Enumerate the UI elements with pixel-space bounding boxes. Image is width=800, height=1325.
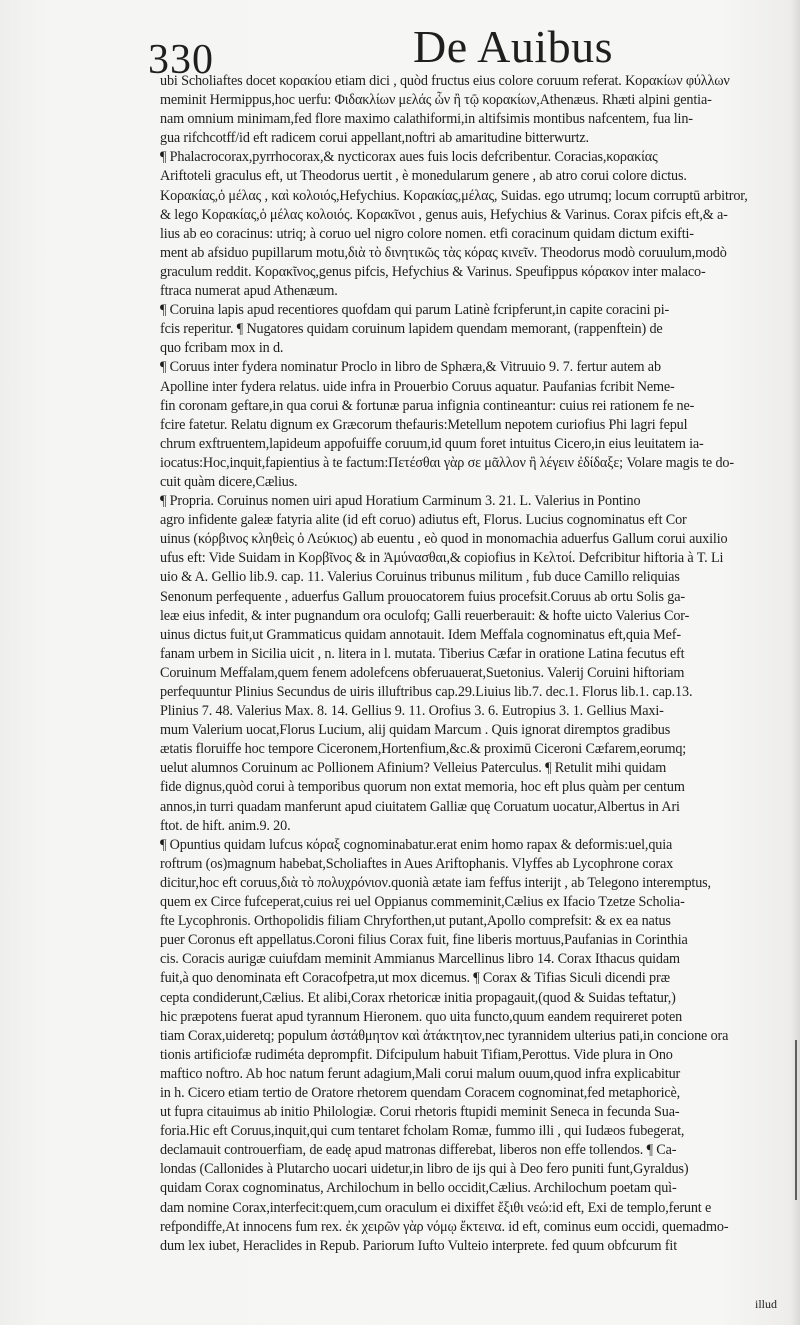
text-line: cis. Coracis aurigæ cuiufdam meminit Ammianus Marcellinus libro 14. Corax Ithacus quidam [160,951,680,968]
text-line: ¶ Propria. Coruinus nomen uiri apud Horatium Carminum 3. 21. L. Valerius in Pontino [160,493,641,510]
text-line: fte Lycophronis. Orthopolidis filiam Chryforthen,ut putant,Apollo comprefsit: & ex ea natus [160,913,671,930]
text-line: londas (Callonides à Plutarcho uocari uidetur,in libro de ijs qui à Deo fero puniti funt,Gyraldus) [160,1161,689,1178]
text-line: & lego Κορακίας,ὁ μέλας κολοιός. Κορακῖνοι , genus auis, Hefychius & Varinus. Corax pifcis eft,& a- [160,206,728,223]
text-line: ftraca numerat apud Athenæum. [160,283,338,300]
text-line: maftico noftro. Ab hoc natum ferunt adagium,Mali corui malum ouum,quod infra explicabitur [160,1065,681,1082]
text-line: fanam urbem in Sicilia uicit , n. litera in l. mutata. Tiberius Cæfar in oratione Latina fecutus eft [160,645,685,662]
text-line: quidam Corax cognominatus, Archilochum in bello occidit,Cælius. Archilochum poetam quì- [160,1180,677,1197]
text-line: ¶ Phalacrocorax,pyrrhocorax,& nycticorax aues fuis locis defcribentur. Coracias,κορακίας [160,149,658,166]
text-line: cepta condiderunt,Cælius. Et alibi,Corax rhetoricæ initia propagauit,(quod & Suidas teftatur,) [160,989,676,1006]
text-line: perfequuntur Plinius Secundus de uiris illuftribus cap.29.Liuius lib.7. dec.1. Florus lib.1. cap.13. [160,684,693,700]
text-line: ætatis floruiffe hoc tempore Ciceronem,Hortenfium,&c.& proximū Ciceroni Cæfarem,eorumq; [160,741,687,758]
text-line: Apolline inter fydera relatus. uide infra in Prouerbio Coruus aquatur. Paufanias fcribit Neme- [160,378,675,395]
text-line: foria.Hic eft Coruus,inquit,qui cum tentaret fcholam Romæ, fummo illi , qui Iudæos fubegerat, [160,1123,685,1140]
text-line: Coruinum Meffalam,quem fenem adolefcens obferuauerat,Suetonius. Valerij Coruini hiftoriam [160,664,685,681]
text-line: puer Coronus eft appellatus.Coroni filius Corax fuit, fine liberis mortuus,Paufanias in Corinthia [160,932,688,949]
text-line: ftot. de hift. anim.9. 20. [160,817,291,834]
text-line: fcis reperitur. ¶ Nugatores quidam coruinum lapidem quendam memorant, (rappenftein) de [160,321,663,338]
text-line: iocatus:Hoc,inquit,fapientius à te factum:Πετέσθαι γὰρ σε μᾶλλον ἢ λέγειν ἐδίδαξε; Volare magis te do- [160,454,734,471]
text-line: gua rifchcotff/id eft radicem corui appellant,noftri ab amaritudine bitterwurtz. [160,130,589,147]
text-line: mum Valerium uocat,Florus Lucium, alij quidam Marcum . Quis ignorat diremptos gradibus [160,722,671,739]
text-line: uio & A. Gellio lib.9. cap. 11. Valerius Coruinus tribunus militum , fub duce Camillo reliquias [160,569,680,586]
body-text [160,72,790,1256]
text-line: uinus (κόρβινος κληθεὶς ὁ Λεύκιος) ab euentu , eò quod in monomachia aduerfus Gallum corui auxilio [160,531,728,548]
text-line: ment ab afsiduo pupillarum motu,διὰ τὸ δινητικῶς τὰς κόρας κινεῖν. Theodorus modò coruulum,modò [160,244,727,261]
text-line: ¶ Opuntius quidam lufcus κόραξ cognominabatur.erat enim homo rapax & deformis:uel,quia [160,836,673,853]
text-line: fide dignus,quòd corui à temporibus quorum non extat memoria, hoc eft plus quàm per centum [160,779,685,796]
catchword: illud [755,1297,778,1311]
text-line: hic præpotens fuerat apud tyrannum Hieronem. quo uita functo,quum eandem requireret poten [160,1008,683,1025]
text-line: ut fupra citauimus ab initio Philologiæ. Corui rhetoris ftupidi meminit Seneca in fecunda Sua- [160,1104,680,1121]
text-line: tiam Corax,uideretq; populum ἀστάθμητον καὶ ἀτάκτητον,nec tyrannidem ulterius pati,in concione ora [160,1027,729,1044]
running-title: De Auibus [413,21,613,72]
text-line: graculum reddit. Κορακῖνος,genus pifcis, Hefychius & Varinus. Speufippus κόρακον inter malaco- [160,263,706,280]
text-line: Κορακίας,ὁ μέλας , καὶ κολοιός,Hefychius. Κορακίας,μέλας, Suidas. ego utrumq; locum corruptū arbitror, [160,187,748,204]
text-line: meminit Hermippus,hoc uerfu: Φιδακλίων μελάς ὧν ἢ τῷ κορακίων,Athenæus. Rhæti alpini gentia- [160,92,712,109]
text-line: leæ eius infedit, & inter pugnandum ora oculofq; Galli reuerberauit: & hofte uicto Valerius Cor- [160,607,690,624]
text-line: cuit quàm dicere,Cælius. [160,473,298,490]
text-line: ufus eft: Vide Suidam in Κορβῖνος & in Ἀμύνασθαι,& copiofius in Κελτοί. Defcribitur hiftoria à T. Li [160,550,724,567]
text-line: roftrum (os)magnum habebat,Scholiaftes in Aues Ariftophanis. Vlyffes ab Lycophrone corax [160,855,674,872]
text-line: fuit,à quo denominata eft Coracofpetra,ut mox dicemus. ¶ Corax & Tifias Siculi dicendi præ [160,970,670,987]
text-line: agro infidente galeæ fatyria alite (id eft coruo) adiutus eft, Florus. Lucius cognominatus eft Cor [160,512,687,529]
text-line: lius ab eo coracinus: utriq; à coruo uel nigro colore nomen. etfi coracinum quidam dictum exifti- [160,225,694,242]
text-line: refpondiffe,At innocens fum rex. ἐκ χειρῶν γὰρ νόμῳ ἔκτεινα. id eft, cominus eum occidi, quemadmo- [160,1218,729,1235]
text-line: ¶ Coruus inter fydera nominatur Proclo in libro de Sphæra,& Vitruuio 9. 7. fertur autem ab [160,359,661,376]
text-line: uinus dictus fuit,ut Grammaticus quidam annotauit. Idem Meffala cognominatus eft,quia Mef- [160,626,681,643]
text-line: ¶ Coruina lapis apud recentiores quofdam qui parum Latinè fcripferunt,in capite coracini pi- [160,302,670,319]
text-line: in h. Cicero etiam tertio de Oratore rhetorem quendam Coracem cognominat,fed metaphoricè, [160,1084,681,1101]
text-line: fin coronam geftare,in qua corui & fortunæ parua infignia contineantur: cuius rei rationem fe ne- [160,397,695,414]
text-line: Plinius 7. 48. Valerius Max. 8. 14. Gellius 9. 11. Orofius 3. 6. Eutropius 3. 1. Gellius Maxi- [160,703,664,720]
text-line: chrum exftruentem,lapideum appofuiffe coruum,id quum foret intuitus Cicero,in eius leuitatem ia- [160,435,704,452]
text-line: dam nomine Corax,interfecit:quem,cum oraculum ei dixiffet ἔξιθι νεώ:id eft, Exi de templo,ferunt e [160,1199,712,1216]
text-line: quo fcribam mox in d. [160,340,284,357]
text-line: declamauit controuerfiam, de eadę apud matronas differebat, liberos non effe tollendos. ¶ Ca- [160,1142,677,1159]
text-line: Senonum perfequente , aduerfus Gallum prouocatorem fuius procefsit.Coruus ab ortu Solis ga- [160,588,685,605]
text-line: nam omnium minimam,fed flore maximo calathiformi,in altifsimis montibus nafcentem, fua lin- [160,111,693,128]
text-line: quem ex Circe fufceperat,cuius rei uel Oppianus commeminit,Cælius ex Ifacio Tzetze Scholia- [160,894,685,911]
text-line: dicitur,hoc eft coruus,διὰ τὸ πολυχρόνιον.quonià ætate iam feffus interijt , ab Telegono interemptus, [160,874,711,891]
text-line: fcire fatetur. Relatu dignum ex Græcorum thefauris:Metellum nepotem curiofius Phi lagri fepul [160,416,688,433]
text-line: annos,in turri quadam manferunt apud ciuitatem Galliæ quę Coruatum uocatur,Albertus in Ari [160,798,680,815]
text-line: tionis artificiofæ rudiméta deprompfit. Difcipulum habuit Tifiam,Perottus. Vide plura in Ono [160,1046,673,1063]
text-line: dum lex iubet, Heraclides in Repub. Pariorum Iufto Vulteio interprete. fed quum obfcurum fit [160,1237,677,1254]
text-line: uelut alumnos Coruinum ac Pollionem Afinium? Velleius Paterculus. ¶ Retulit mihi quidam [160,760,667,777]
text-line: ubi Scholiaftes docet κορακίου etiam dici , quòd fructus eius colore coruum referat. Κορακίων φύλλων [160,73,730,89]
text-line: Ariftoteli graculus eft, ut Theodorus uertit , è monedularum genere , ab atro corui colore dictus. [160,168,687,185]
page-number: 330 [148,37,214,83]
page-edge-shadow [790,0,800,1325]
